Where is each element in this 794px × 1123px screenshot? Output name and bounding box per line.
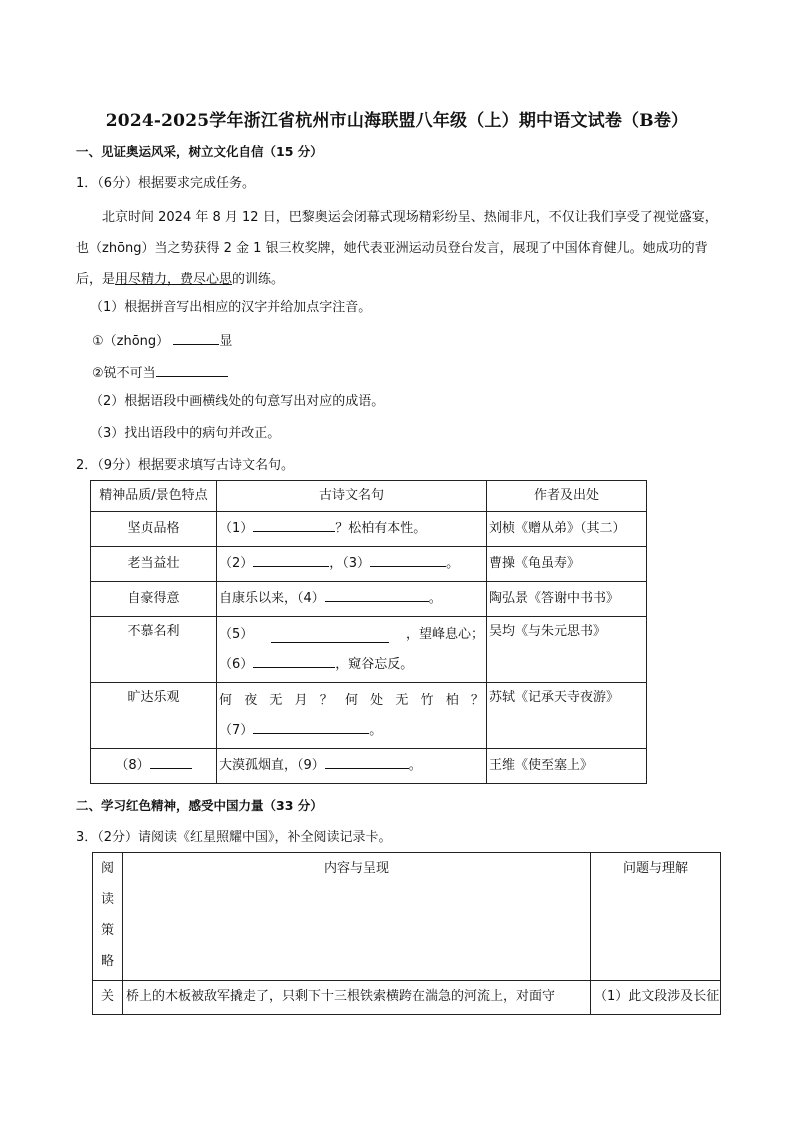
- verse-cell: [217, 547, 487, 582]
- verse-char: 何: [219, 692, 233, 708]
- quality-cell: 自豪得意: [91, 582, 217, 617]
- verse-text: 。: [446, 556, 460, 571]
- verse-text: （7）: [219, 722, 254, 738]
- table-row: [91, 749, 647, 784]
- verse-char: ？: [319, 692, 333, 708]
- question-cell: （1）此文段涉及长征: [591, 981, 721, 1015]
- verse-text: ，（3）: [329, 556, 371, 571]
- verse-char: 处: [370, 692, 384, 708]
- answer-blank[interactable]: [150, 754, 192, 769]
- answer-blank[interactable]: [253, 552, 329, 567]
- q1-sub1: （1）根据拼音写出相应的汉字并给加点字注音。: [90, 300, 372, 315]
- question-header: 问题与理解: [591, 853, 721, 981]
- source-cell: 曹操《龟虽寿》: [487, 547, 647, 582]
- verse-char: 夜: [244, 692, 258, 708]
- strategy-char: 阅: [100, 861, 114, 876]
- verse-cell: [217, 512, 487, 547]
- verse-cell: [217, 582, 487, 617]
- verse-char: 柏: [445, 692, 459, 708]
- passage-text-b: 的训练。: [232, 272, 285, 287]
- source-cell: 陶弘景《答谢中书书》: [487, 582, 647, 617]
- q1-passage: [76, 202, 720, 295]
- section2-heading: 二、学习红色精神，感受中国力量（33 分）: [76, 798, 323, 813]
- table-header: 古诗文名句: [217, 481, 487, 512]
- verse-cell: [217, 683, 487, 749]
- answer-blank[interactable]: [253, 719, 369, 734]
- q2-stem: 2．（9分）根据要求填写古诗文名句。: [76, 458, 295, 473]
- reading-card-table: [92, 852, 721, 1015]
- answer-blank[interactable]: [370, 552, 446, 567]
- poetry-table: [90, 480, 647, 784]
- source-cell: 苏轼《记承天寺夜游》: [487, 683, 647, 749]
- verse-text: 。: [408, 758, 422, 773]
- q1-stem: 1．（6分）根据要求完成任务。: [76, 176, 256, 191]
- item1-suffix: 显: [219, 334, 233, 349]
- verse-text: 大漠孤烟直，（9）: [219, 758, 325, 773]
- content-cell: 桥上的木板被敌军撬走了，只剩下十三根铁索横跨在湍急的河流上，对面守: [123, 981, 591, 1015]
- q1-item1: [92, 330, 232, 352]
- source-cell: 刘桢《赠从弟》（其二）: [487, 512, 647, 547]
- content-header: 内容与呈现: [123, 853, 591, 981]
- verse-char: ？: [470, 692, 484, 708]
- verse-line: [219, 620, 484, 650]
- answer-blank[interactable]: [173, 330, 219, 345]
- answer-blank[interactable]: [325, 754, 409, 769]
- q1-sub2: （2）根据语段中画横线处的句意写出对应的成语。: [90, 394, 385, 409]
- table-header: 作者及出处: [487, 481, 647, 512]
- verse-text: ，望峰息心；: [405, 626, 484, 642]
- table-header-row: [91, 481, 647, 512]
- table-row: [91, 547, 647, 582]
- verse-cell: [217, 617, 487, 683]
- verse-text: ？松柏有本性。: [335, 521, 427, 536]
- answer-blank[interactable]: [325, 587, 429, 602]
- verse-cell: [217, 749, 487, 784]
- strategy-header: [93, 853, 123, 981]
- passage-underlined: 用尽精力，费尽心思: [115, 272, 233, 287]
- table-row: [91, 582, 647, 617]
- table-header: 精神品质/景色特点: [91, 481, 217, 512]
- source-cell: 王维《使至塞上》: [487, 749, 647, 784]
- strategy-char: 读: [100, 892, 114, 907]
- verse-char: 竹: [420, 692, 434, 708]
- table-row: [93, 981, 721, 1015]
- verse-text: （1）: [219, 521, 254, 536]
- passage-text-a: 北京时间 2024 年 8 月 12 日，巴黎奥运会闭幕式现场精彩纷呈、热闹非凡，不仅让我们享受了视觉盛宴，也（zhōng）当之势获得 2 金 1 银三枚奖牌，她代表亚洲运动员登台发言，展现了中国体育健儿。她成功的背后，是: [76, 210, 718, 287]
- verse-line: [219, 716, 484, 746]
- q1-sub3: （3）找出语段中的病句并改正。: [90, 426, 281, 441]
- table-row: [91, 683, 647, 749]
- verse-text: 。: [369, 722, 383, 738]
- quality-cell: 旷达乐观: [91, 683, 217, 749]
- table-row: [91, 512, 647, 547]
- verse-text: （2）: [219, 556, 254, 571]
- q1-item2: [92, 362, 228, 384]
- source-cell: 吴均《与朱元思书》: [487, 617, 647, 683]
- strategy-char: 策: [100, 923, 114, 938]
- verse-char: 无: [395, 692, 409, 708]
- verse-text: 。: [428, 591, 442, 606]
- verse-char: 何: [344, 692, 358, 708]
- strategy-char: 略: [100, 954, 114, 969]
- strategy-cell: 关: [93, 981, 123, 1015]
- answer-blank[interactable]: [156, 362, 228, 377]
- q3-stem: 3．（2分）请阅读《红星照耀中国》，补全阅读记录卡。: [76, 830, 392, 845]
- table-row: [91, 617, 647, 683]
- quality-cell: [91, 749, 217, 784]
- verse-char: 无: [269, 692, 283, 708]
- verse-text: 自康乐以来，（4）: [219, 591, 325, 606]
- verse-char: 月: [294, 692, 308, 708]
- verse-line: [219, 650, 484, 680]
- table-row: [93, 853, 721, 981]
- answer-blank[interactable]: [253, 517, 335, 532]
- quality-cell: 不慕名利: [91, 617, 217, 683]
- item2-prefix: ②锐不可当: [92, 366, 156, 381]
- page-title: 2024-2025学年浙江省杭州市山海联盟八年级（上）期中语文试卷（B卷）: [105, 111, 689, 131]
- quality-cell: 坚贞品格: [91, 512, 217, 547]
- verse-text: （6）: [219, 656, 254, 672]
- answer-blank[interactable]: [271, 628, 389, 643]
- item1-prefix: ①（zhōng）: [92, 334, 170, 349]
- verse-line: [219, 686, 484, 716]
- quality-cell: 老当益壮: [91, 547, 217, 582]
- section1-heading: 一、见证奥运风采，树立文化自信（15 分）: [76, 144, 323, 159]
- verse-text: ，窥谷忘反。: [335, 656, 414, 672]
- verse-text: （5）: [219, 626, 254, 642]
- answer-blank[interactable]: [253, 653, 335, 668]
- verse-text: （8）: [115, 758, 150, 773]
